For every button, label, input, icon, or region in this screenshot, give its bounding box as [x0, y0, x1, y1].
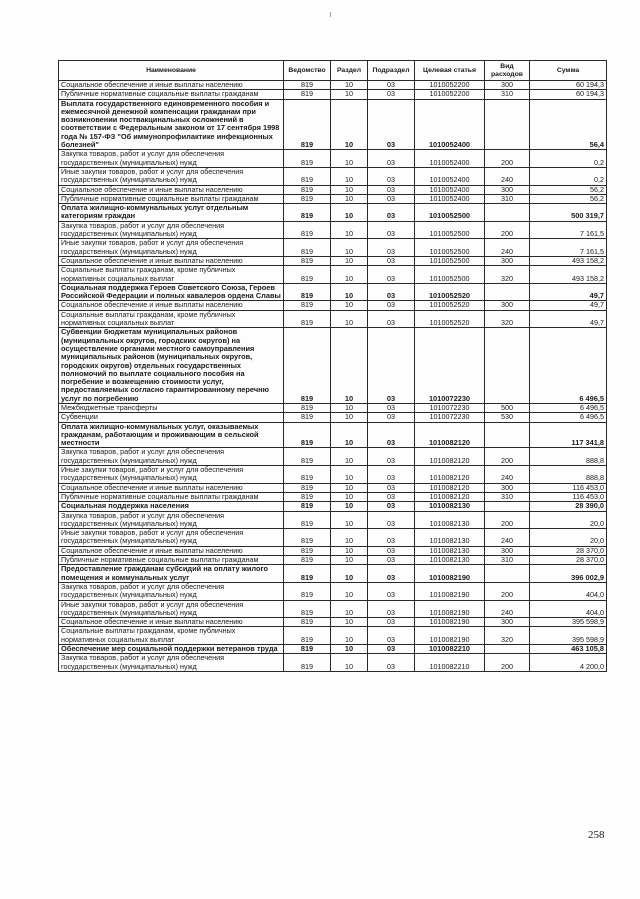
table-row	[59, 310, 607, 328]
row-section: 10	[331, 529, 368, 547]
row-section: 10	[331, 582, 368, 600]
row-amount: 404,0	[530, 582, 607, 600]
table-row	[59, 90, 607, 99]
row-section: 10	[331, 556, 368, 565]
row-section: 10	[331, 466, 368, 484]
row-department: 819	[284, 556, 331, 565]
row-expense-type	[485, 645, 530, 654]
row-amount: 56,2	[530, 194, 607, 203]
row-amount: 20,0	[530, 529, 607, 547]
row-department: 819	[284, 99, 331, 150]
row-target-article: 1010082130	[415, 502, 485, 511]
row-expense-type: 310	[485, 194, 530, 203]
row-expense-type: 320	[485, 627, 530, 645]
row-name: Субвенции бюджетам муниципальных районов (муниципальных округов, городских округов) на осуществление органами местного самоуправления муниципальных районов (муниципальных округов, городских округов) отдельных государственных полномочий по выплате социального пособия на погребение и возмещению стоимости услуг, предоставляемых согласно гарантированному перечню услуг по погребению	[59, 328, 284, 404]
row-subsection: 03	[368, 511, 415, 529]
row-subsection: 03	[368, 185, 415, 194]
row-subsection: 03	[368, 81, 415, 90]
row-subsection: 03	[368, 645, 415, 654]
row-amount: 56,4	[530, 99, 607, 150]
row-name: Социальное обеспечение и иные выплаты населению	[59, 301, 284, 310]
row-department: 819	[284, 403, 331, 412]
header-amount: Сумма	[530, 61, 607, 81]
row-department: 819	[284, 565, 331, 583]
row-target-article: 1010052500	[415, 221, 485, 239]
row-target-article: 1010052400	[415, 167, 485, 185]
row-section: 10	[331, 81, 368, 90]
row-name: Закупка товаров, работ и услуг для обеспечения государственных (муниципальных) нужд	[59, 448, 284, 466]
row-section: 10	[331, 413, 368, 422]
row-subsection: 03	[368, 483, 415, 492]
table-row	[59, 654, 607, 672]
row-expense-type: 300	[485, 185, 530, 194]
row-expense-type: 200	[485, 582, 530, 600]
row-subsection: 03	[368, 283, 415, 301]
row-amount: 493 158,2	[530, 266, 607, 284]
table-row	[59, 221, 607, 239]
row-amount: 28 370,0	[530, 556, 607, 565]
row-expense-type	[485, 502, 530, 511]
row-expense-type	[485, 565, 530, 583]
row-department: 819	[284, 221, 331, 239]
row-department: 819	[284, 645, 331, 654]
row-subsection: 03	[368, 204, 415, 222]
table-row	[59, 413, 607, 422]
row-department: 819	[284, 81, 331, 90]
row-department: 819	[284, 413, 331, 422]
row-target-article: 1010052520	[415, 283, 485, 301]
row-name: Социальная поддержка Героев Советского Союза, Героев Российской Федерации и полных кавалеров ордена Славы	[59, 283, 284, 301]
row-expense-type: 310	[485, 90, 530, 99]
row-subsection: 03	[368, 413, 415, 422]
row-name: Социальная поддержка населения	[59, 502, 284, 511]
row-amount: 395 598,9	[530, 627, 607, 645]
row-name: Публичные нормативные социальные выплаты гражданам	[59, 194, 284, 203]
row-name: Социальное обеспечение и иные выплаты населению	[59, 185, 284, 194]
row-expense-type: 200	[485, 150, 530, 168]
row-name: Социальные выплаты гражданам, кроме публичных нормативных социальных выплат	[59, 266, 284, 284]
row-amount: 20,0	[530, 511, 607, 529]
row-name: Иные закупки товаров, работ и услуг для обеспечения государственных (муниципальных) нужд	[59, 600, 284, 618]
row-name: Социальное обеспечение и иные выплаты населению	[59, 483, 284, 492]
row-amount: 404,0	[530, 600, 607, 618]
row-department: 819	[284, 167, 331, 185]
row-department: 819	[284, 194, 331, 203]
row-target-article: 1010052520	[415, 310, 485, 328]
row-target-article: 1010082130	[415, 511, 485, 529]
table-row	[59, 422, 607, 448]
row-subsection: 03	[368, 239, 415, 257]
row-amount: 117 341,8	[530, 422, 607, 448]
table-row	[59, 511, 607, 529]
row-amount: 49,7	[530, 301, 607, 310]
header-expense-type: Вид расходов	[485, 61, 530, 81]
row-department: 819	[284, 310, 331, 328]
row-target-article: 1010052400	[415, 99, 485, 150]
row-subsection: 03	[368, 266, 415, 284]
row-target-article: 1010082190	[415, 627, 485, 645]
row-department: 819	[284, 466, 331, 484]
row-name: Закупка товаров, работ и услуг для обеспечения государственных (муниципальных) нужд	[59, 221, 284, 239]
row-subsection: 03	[368, 194, 415, 203]
row-target-article: 1010082190	[415, 618, 485, 627]
row-target-article: 1010082130	[415, 529, 485, 547]
row-subsection: 03	[368, 492, 415, 501]
row-section: 10	[331, 645, 368, 654]
row-subsection: 03	[368, 627, 415, 645]
header-section: Раздел	[331, 61, 368, 81]
row-department: 819	[284, 546, 331, 555]
row-department: 819	[284, 266, 331, 284]
row-amount: 49,7	[530, 283, 607, 301]
table-row	[59, 403, 607, 412]
row-amount: 56,2	[530, 185, 607, 194]
row-amount: 0,2	[530, 150, 607, 168]
row-department: 819	[284, 600, 331, 618]
row-amount: 7 161,5	[530, 221, 607, 239]
table-row	[59, 99, 607, 150]
row-department: 819	[284, 185, 331, 194]
row-subsection: 03	[368, 466, 415, 484]
row-name: Иные закупки товаров, работ и услуг для обеспечения государственных (муниципальных) нужд	[59, 239, 284, 257]
row-expense-type: 240	[485, 600, 530, 618]
row-department: 819	[284, 256, 331, 265]
row-target-article: 1010052500	[415, 239, 485, 257]
table-row	[59, 565, 607, 583]
row-amount: 60 194,3	[530, 81, 607, 90]
row-department: 819	[284, 502, 331, 511]
row-name: Выплата государственного единовременного пособия и ежемесячной денежной компенсации гражданам при возникновении поствакцинальных осложнений в соответствии с Федеральным законом от 17 сентября 1998 года № 157-ФЗ "Об иммунопрофилактике инфекционных болезней"	[59, 99, 284, 150]
row-name: Закупка товаров, работ и услуг для обеспечения государственных (муниципальных) нужд	[59, 511, 284, 529]
row-target-article: 1010082130	[415, 556, 485, 565]
row-section: 10	[331, 239, 368, 257]
row-name: Иные закупки товаров, работ и услуг для обеспечения государственных (муниципальных) нужд	[59, 466, 284, 484]
row-department: 819	[284, 448, 331, 466]
row-section: 10	[331, 90, 368, 99]
row-subsection: 03	[368, 150, 415, 168]
row-target-article: 1010082190	[415, 600, 485, 618]
row-expense-type: 320	[485, 310, 530, 328]
row-expense-type: 240	[485, 466, 530, 484]
row-department: 819	[284, 582, 331, 600]
row-department: 819	[284, 283, 331, 301]
table-row	[59, 185, 607, 194]
row-section: 10	[331, 448, 368, 466]
row-target-article: 1010082210	[415, 654, 485, 672]
row-section: 10	[331, 204, 368, 222]
row-name: Публичные нормативные социальные выплаты гражданам	[59, 492, 284, 501]
row-name: Социальные выплаты гражданам, кроме публичных нормативных социальных выплат	[59, 627, 284, 645]
row-subsection: 03	[368, 546, 415, 555]
row-section: 10	[331, 511, 368, 529]
row-expense-type: 320	[485, 266, 530, 284]
row-subsection: 03	[368, 556, 415, 565]
row-amount: 493 158,2	[530, 256, 607, 265]
header-target-article: Целевая статья	[415, 61, 485, 81]
header-name: Наименование	[59, 61, 284, 81]
row-section: 10	[331, 310, 368, 328]
row-expense-type: 200	[485, 654, 530, 672]
row-department: 819	[284, 529, 331, 547]
row-name: Социальное обеспечение и иные выплаты населению	[59, 256, 284, 265]
row-target-article: 1010082190	[415, 582, 485, 600]
row-target-article: 1010082120	[415, 448, 485, 466]
row-section: 10	[331, 627, 368, 645]
row-target-article: 1010052520	[415, 301, 485, 310]
row-target-article: 1010052200	[415, 90, 485, 99]
row-target-article: 1010052500	[415, 266, 485, 284]
row-amount: 49,7	[530, 310, 607, 328]
row-subsection: 03	[368, 310, 415, 328]
row-target-article: 1010082130	[415, 546, 485, 555]
row-section: 10	[331, 492, 368, 501]
table-row	[59, 283, 607, 301]
row-expense-type: 300	[485, 546, 530, 555]
row-expense-type: 300	[485, 81, 530, 90]
row-section: 10	[331, 546, 368, 555]
row-name: Социальное обеспечение и иные выплаты населению	[59, 546, 284, 555]
row-department: 819	[284, 483, 331, 492]
table-row	[59, 150, 607, 168]
row-section: 10	[331, 167, 368, 185]
row-department: 819	[284, 328, 331, 404]
row-department: 819	[284, 654, 331, 672]
row-amount: 0,2	[530, 167, 607, 185]
header-department: Ведомство	[284, 61, 331, 81]
row-section: 10	[331, 654, 368, 672]
row-expense-type	[485, 328, 530, 404]
row-expense-type: 200	[485, 448, 530, 466]
row-expense-type: 310	[485, 492, 530, 501]
row-amount: 60 194,3	[530, 90, 607, 99]
row-target-article: 1010052500	[415, 204, 485, 222]
table-row	[59, 466, 607, 484]
row-section: 10	[331, 600, 368, 618]
row-name: Иные закупки товаров, работ и услуг для обеспечения государственных (муниципальных) нужд	[59, 529, 284, 547]
row-department: 819	[284, 150, 331, 168]
row-section: 10	[331, 283, 368, 301]
table-row	[59, 582, 607, 600]
row-name: Обеспечение мер социальной поддержки ветеранов труда	[59, 645, 284, 654]
row-amount: 888,8	[530, 466, 607, 484]
row-target-article: 1010072230	[415, 403, 485, 412]
table-row	[59, 301, 607, 310]
table-row	[59, 266, 607, 284]
scan-mark	[330, 12, 331, 17]
table-row	[59, 204, 607, 222]
row-amount: 6 496,5	[530, 328, 607, 404]
row-department: 819	[284, 627, 331, 645]
row-department: 819	[284, 511, 331, 529]
row-expense-type: 200	[485, 511, 530, 529]
row-name: Оплата жилищно-коммунальных услуг, оказываемых гражданам, работающим и проживающим в сельской местности	[59, 422, 284, 448]
row-expense-type	[485, 422, 530, 448]
row-expense-type: 300	[485, 618, 530, 627]
row-amount: 463 105,8	[530, 645, 607, 654]
table-row	[59, 600, 607, 618]
row-subsection: 03	[368, 600, 415, 618]
row-section: 10	[331, 185, 368, 194]
row-subsection: 03	[368, 529, 415, 547]
row-target-article: 1010082210	[415, 645, 485, 654]
row-subsection: 03	[368, 403, 415, 412]
row-target-article: 1010052400	[415, 194, 485, 203]
row-amount: 6 496,5	[530, 413, 607, 422]
row-department: 819	[284, 618, 331, 627]
row-amount: 6 496,5	[530, 403, 607, 412]
row-expense-type	[485, 283, 530, 301]
row-expense-type: 240	[485, 167, 530, 185]
row-department: 819	[284, 422, 331, 448]
row-section: 10	[331, 483, 368, 492]
row-subsection: 03	[368, 618, 415, 627]
row-subsection: 03	[368, 328, 415, 404]
row-amount: 28 390,0	[530, 502, 607, 511]
table-row	[59, 448, 607, 466]
row-name: Закупка товаров, работ и услуг для обеспечения государственных (муниципальных) нужд	[59, 150, 284, 168]
row-expense-type	[485, 99, 530, 150]
row-name: Публичные нормативные социальные выплаты гражданам	[59, 90, 284, 99]
row-name: Социальные выплаты гражданам, кроме публичных нормативных социальных выплат	[59, 310, 284, 328]
row-amount: 500 319,7	[530, 204, 607, 222]
row-subsection: 03	[368, 256, 415, 265]
row-subsection: 03	[368, 582, 415, 600]
row-target-article: 1010052400	[415, 185, 485, 194]
row-name: Социальное обеспечение и иные выплаты населению	[59, 618, 284, 627]
row-section: 10	[331, 502, 368, 511]
row-target-article: 1010082120	[415, 483, 485, 492]
row-expense-type: 300	[485, 301, 530, 310]
row-section: 10	[331, 403, 368, 412]
row-subsection: 03	[368, 448, 415, 466]
row-target-article: 1010052200	[415, 81, 485, 90]
row-section: 10	[331, 618, 368, 627]
row-target-article: 1010082190	[415, 565, 485, 583]
row-amount: 116 453,0	[530, 492, 607, 501]
row-target-article: 1010072230	[415, 328, 485, 404]
table-row	[59, 239, 607, 257]
table-row	[59, 328, 607, 404]
page-number: 258	[588, 829, 605, 841]
row-department: 819	[284, 90, 331, 99]
row-section: 10	[331, 221, 368, 239]
row-amount: 116 453,0	[530, 483, 607, 492]
row-expense-type: 240	[485, 529, 530, 547]
row-department: 819	[284, 204, 331, 222]
row-amount: 396 002,9	[530, 565, 607, 583]
row-department: 819	[284, 301, 331, 310]
row-amount: 395 598,9	[530, 618, 607, 627]
table-row	[59, 529, 607, 547]
row-section: 10	[331, 194, 368, 203]
table-header	[59, 61, 607, 81]
row-section: 10	[331, 301, 368, 310]
row-expense-type: 310	[485, 556, 530, 565]
row-subsection: 03	[368, 90, 415, 99]
row-subsection: 03	[368, 654, 415, 672]
row-name: Межбюджетные трансферты	[59, 403, 284, 412]
row-target-article: 1010082120	[415, 492, 485, 501]
row-expense-type: 530	[485, 413, 530, 422]
row-name: Субвенции	[59, 413, 284, 422]
row-section: 10	[331, 266, 368, 284]
row-amount: 7 161,5	[530, 239, 607, 257]
row-name: Закупка товаров, работ и услуг для обеспечения государственных (муниципальных) нужд	[59, 582, 284, 600]
row-amount: 4 200,0	[530, 654, 607, 672]
row-section: 10	[331, 422, 368, 448]
table-row	[59, 627, 607, 645]
row-amount: 28 370,0	[530, 546, 607, 555]
row-expense-type: 240	[485, 239, 530, 257]
row-subsection: 03	[368, 422, 415, 448]
row-target-article: 1010082120	[415, 466, 485, 484]
table-body	[59, 81, 607, 672]
row-subsection: 03	[368, 99, 415, 150]
row-name: Предоставление гражданам субсидий на оплату жилого помещения и коммунальных услуг	[59, 565, 284, 583]
table-row	[59, 167, 607, 185]
budget-table	[58, 60, 607, 672]
row-expense-type: 300	[485, 256, 530, 265]
row-target-article: 1010072230	[415, 413, 485, 422]
row-section: 10	[331, 565, 368, 583]
header-subsection: Подраздел	[368, 61, 415, 81]
row-section: 10	[331, 328, 368, 404]
row-subsection: 03	[368, 301, 415, 310]
row-target-article: 1010052500	[415, 256, 485, 265]
row-department: 819	[284, 492, 331, 501]
row-department: 819	[284, 239, 331, 257]
row-section: 10	[331, 99, 368, 150]
row-subsection: 03	[368, 167, 415, 185]
row-expense-type: 500	[485, 403, 530, 412]
row-name: Оплата жилищно-коммунальных услуг отдельным категориям граждан	[59, 204, 284, 222]
row-name: Социальное обеспечение и иные выплаты населению	[59, 81, 284, 90]
row-target-article: 1010082120	[415, 422, 485, 448]
row-subsection: 03	[368, 565, 415, 583]
table-row	[59, 502, 607, 511]
row-target-article: 1010052400	[415, 150, 485, 168]
row-expense-type: 200	[485, 221, 530, 239]
row-name: Закупка товаров, работ и услуг для обеспечения государственных (муниципальных) нужд	[59, 654, 284, 672]
row-name: Иные закупки товаров, работ и услуг для обеспечения государственных (муниципальных) нужд	[59, 167, 284, 185]
row-name: Публичные нормативные социальные выплаты гражданам	[59, 556, 284, 565]
row-amount: 888,8	[530, 448, 607, 466]
row-expense-type: 300	[485, 483, 530, 492]
row-section: 10	[331, 256, 368, 265]
row-subsection: 03	[368, 502, 415, 511]
row-subsection: 03	[368, 221, 415, 239]
row-expense-type	[485, 204, 530, 222]
row-section: 10	[331, 150, 368, 168]
